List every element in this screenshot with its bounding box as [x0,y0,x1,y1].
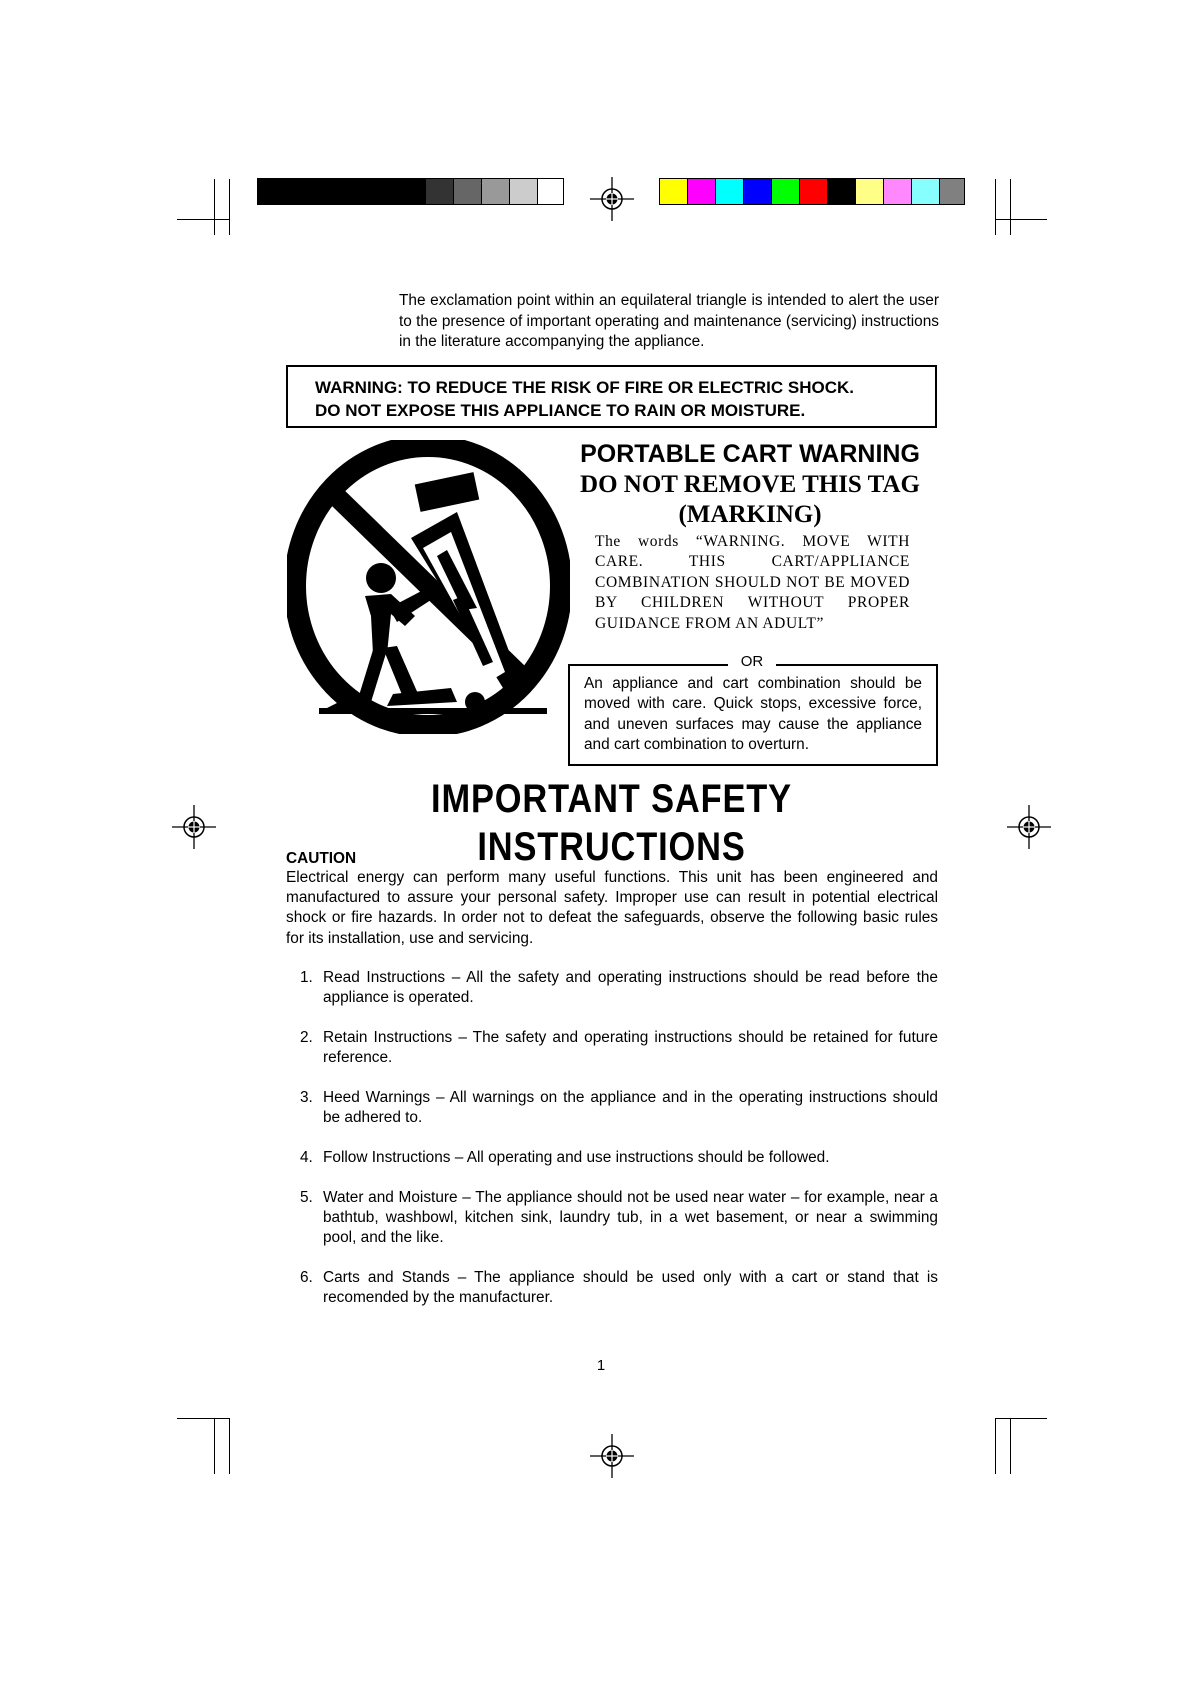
crop-mark [995,219,1047,220]
warning-line-2: DO NOT EXPOSE THIS APPLIANCE TO RAIN OR MOISTURE. [315,401,806,420]
item-number: 2. [300,1029,313,1046]
intro-paragraph: The exclamation point within an equilateral triangle is intended to alert the user to the presence of important operating and maintenance (servicing) instructions in the literature accompanying the appliance. [399,292,939,350]
crop-mark [995,1418,996,1474]
item-number: 4. [300,1149,313,1166]
color-swatch [716,179,744,204]
warning-line-1: WARNING: TO REDUCE THE RISK OF FIRE OR ELECTRIC SHOCK. [315,378,854,397]
color-swatch [370,179,398,204]
alternate-warning-box: An appliance and cart combination should be moved with care. Quick stops, excessive force, and uneven surfaces may cause the appliance and cart combination to overturn. [568,664,938,766]
color-swatch [772,179,800,204]
color-swatch [398,179,426,204]
item-number: 5. [300,1188,313,1206]
item-number: 6. [300,1269,313,1286]
caution-paragraph: Electrical energy can perform many useful functions. This unit has been engineered and manufactured to assure your personal safety. Improper use can result in potential electrical shock or fire hazards. In order not to defeat the safeguards, observe the following basic rules for its installation, use and servicing. [286,869,938,947]
item-text: Water and Moisture – The appliance should not be used near water – for example, near a bathtub, washbowl, kitchen sink, laundry tub, in a wet basement, or near a swimming pool, and the like. [323,1188,938,1247]
item-text: Retain Instructions – The safety and operating instructions should be retained for future reference. [323,1029,938,1067]
color-calibration-bar [659,178,965,205]
registration-mark-icon [172,805,216,849]
item-number: 3. [300,1089,313,1106]
color-swatch [856,179,884,204]
item-text: Carts and Stands – The appliance should be used only with a cart or stand that is recomended by the manufacturer. [323,1269,938,1307]
crop-mark [214,1418,215,1474]
color-swatch [538,179,563,204]
color-swatch [342,179,370,204]
or-label: OR [728,653,776,671]
instruction-list [300,968,938,1328]
color-swatch [884,179,912,204]
item-text: Read Instructions – All the safety and operating instructions should be read before the appliance is operated. [323,969,938,1007]
crop-mark [177,219,229,220]
list-item [300,1148,938,1168]
crop-mark [177,1418,229,1419]
warning-box [286,365,937,428]
crop-mark [995,179,996,235]
caution-heading: CAUTION [286,850,357,867]
crop-mark [995,1418,1047,1419]
crop-mark [1010,179,1011,235]
page-title: IMPORTANT SAFETY INSTRUCTIONS [431,777,792,869]
list-item [300,1188,938,1249]
registration-mark-icon [590,177,634,221]
color-swatch [828,179,856,204]
registration-mark-icon [590,1434,634,1478]
grayscale-calibration-bar [257,178,564,205]
list-item [300,968,938,1008]
color-swatch [258,179,286,204]
cart-warning-title: PORTABLE CART WARNING [580,440,920,468]
item-number: 1. [300,969,313,986]
list-item [300,1268,938,1308]
color-swatch [688,179,716,204]
list-item [300,1028,938,1068]
crop-mark [214,179,215,235]
color-swatch [940,179,964,204]
crop-mark [229,179,230,235]
crop-mark [229,1418,230,1474]
color-swatch [800,179,828,204]
cart-warning-subtitle: DO NOT REMOVE THIS TAG (MARKING) [580,471,920,528]
registration-mark-icon [1007,805,1051,849]
color-swatch [454,179,482,204]
item-text: Heed Warnings – All warnings on the appliance and in the operating instructions should be adhered to. [323,1089,938,1127]
crop-mark [1010,1418,1011,1474]
color-swatch [314,179,342,204]
color-swatch [912,179,940,204]
color-swatch [482,179,510,204]
list-item [300,1088,938,1128]
color-swatch [286,179,314,204]
color-swatch [660,179,688,204]
color-swatch [744,179,772,204]
cart-warning-body: The words “WARNING. MOVE WITH CARE. THIS CART/APPLIANCE COMBINATION SHOULD NOT BE MOVED BY CHILDREN WITHOUT PROPER GUIDANCE FROM AN ADULT” [595,533,910,632]
color-swatch [426,179,454,204]
item-text: Follow Instructions – All operating and use instructions should be followed. [323,1149,830,1166]
page-number: 1 [596,1357,606,1374]
color-swatch [510,179,538,204]
cart-tipover-warning-icon [287,440,570,734]
